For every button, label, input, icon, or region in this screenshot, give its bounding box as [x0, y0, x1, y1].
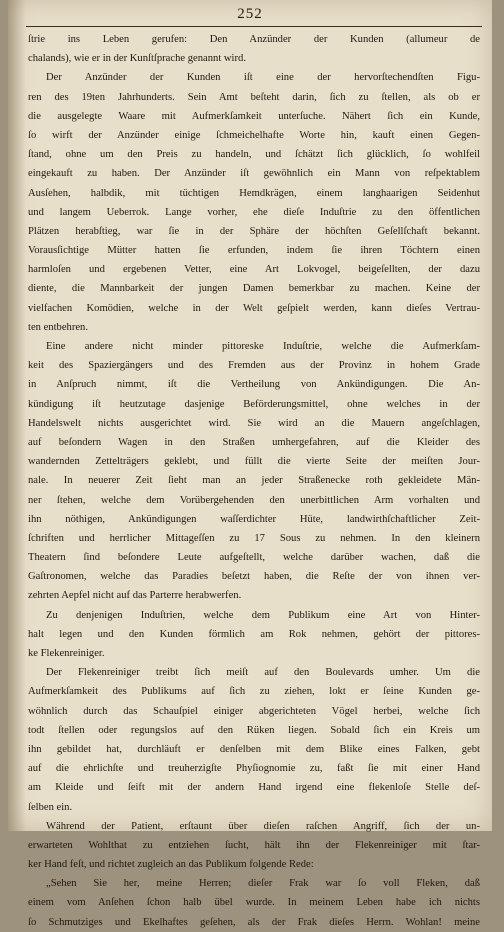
text-line: und langem Ueberrok. Lange vorher, ehe dieſe Induſtrie zu den öffentlichen: [28, 206, 480, 218]
text-line: Handelswelt nichts ausgerichtet wird. Sie wird an die Mauern angeſchlagen,: [28, 417, 480, 429]
text-line: eingekauft zu haben. Der Anzünder iſt gewöhnlich ein Mann von reſpektablem: [28, 168, 480, 180]
text-line: todt ſtellen oder regungslos auf den Rüken liegen. Sobald ſich ein Kreis um: [28, 724, 480, 736]
text-line: ihn nöthigen, Ankündigungen waſſerdichter Hüte, landwirthſchaftlicher Zeit-: [28, 513, 480, 525]
text-line: ſtand, ohne um den Preis zu handeln, und ſchätzt ſich glücklich, ſo wohlfeil: [28, 149, 480, 161]
text-line: die ausgelegte Waare mit Aufmerkſamkeit unterſuche. Nähert ſich ein Kunde,: [28, 110, 480, 122]
text-line: halt legen und den Kunden förmlich am Rok nehmen, gehört der pittores-: [28, 628, 480, 640]
text-body: [28, 30, 480, 932]
text-line: Eine andere nicht minder pittoreske Induſtrie, welche die Aufmerkſam-: [46, 341, 480, 352]
text-line: Während der Patient, erſtaunt über dieſen raſchen Angriff, ſich der un-: [46, 820, 480, 832]
text-line: keit des Spaziergängers und des Fremden aus der Provinz in hohem Grade: [28, 360, 480, 372]
page-number: 252: [237, 6, 263, 22]
text-line: chalands), wie er in der Kunſtſprache genannt wird.: [28, 53, 246, 65]
text-line: Zu denjenigen Induſtrien, welche dem Publikum eine Art von Hinter-: [46, 609, 480, 621]
text-line: wandernden Zettelträgers geklebt, und füllt die vierte Seite der meiſten Jour-: [28, 456, 480, 468]
header-rule: [26, 26, 482, 27]
text-line: Aufmerkſamkeit des Publikums auf ſich zu ziehen, lokt er ſeine Kunden ge-: [28, 686, 480, 698]
text-line: ten entbehren.: [28, 321, 89, 333]
text-line: harmloſen und ergebenen Vetter, eine Art Lokvogel, beigeſellten, der dazu: [28, 264, 480, 276]
text-line: nale. In neuerer Zeit ſieht man an jeder Straßenecke roth gekleidete Män-: [28, 475, 480, 487]
text-line: Vorausſichtige Mütter hatten ſie erfunden, indem ſie ihren Töchtern einen: [28, 245, 480, 257]
text-line: ihn gebildet hat, durchläuft er denſelben mit dem Blike eines Falken, gebt: [28, 743, 480, 755]
text-line: wöhnlich durch das Schauſpiel einiger abgerichteten Vögel herbei, welche ſich: [28, 705, 480, 717]
text-line: ſchriften und herrlicher Mittageſſen zu 17 Sous zu nehmen. In den kleinern: [28, 532, 480, 544]
text-line: ſelben ein.: [28, 801, 73, 813]
text-line: Gaſtronomen, welche das Paradies beſetzt haben, die Reſte der von ihnen ver-: [28, 571, 480, 583]
book-page: [8, 0, 492, 928]
text-line: erwarteten Wohlthat zu entziehen ſucht, hält ihn der Flekenreiniger mit ſtar-: [28, 839, 480, 851]
text-line: Plätzen herabſtieg, war ſie in der Sphäre der höchſten Geſellſchaft bekannt.: [28, 225, 480, 237]
text-line: ſo wirft der Anzünder einige ſchmeichelhafte Worte hin, kauft einen Gegen-: [28, 129, 480, 141]
text-line: ker Hand feſt, und richtet zugleich an das Publikum folgende Rede:: [28, 859, 314, 871]
text-line: einem vom Anſehen ſchon halb übel wurde. In meinem Leben habe ich nichts: [28, 897, 480, 909]
text-line: vielfachen Komödien, welche in der Welt geſpielt werden, kann dieſes Vertrau-: [28, 302, 480, 314]
text-line: am Kleide und ſeift mit der andern Hand irgend eine flekenloſe Stelle deſ-: [28, 782, 480, 794]
text-line: Der Flekenreiniger treibt ſich meiſt auf den Boulevards umher. Um die: [46, 667, 480, 679]
text-line: zehrten Aepfel nicht auf das Parterre herabwerfen.: [28, 590, 242, 602]
text-line: ner ſtehen, welche dem Vorübergehenden den unerbittlichen Arm vorhalten und: [28, 494, 480, 506]
text-line: „Sehen Sie her, meine Herren; dieſer Frak war ſo voll Fleken, daß: [46, 878, 480, 890]
text-line: diente, die Mannbarkeit der jungen Damen bemerkbar zu machen. Keine der: [28, 283, 480, 295]
text-line: Ausſehen, halbdik, mit tüchtigen Hemdkrägen, einem langhaarigen Seidenhut: [28, 187, 480, 199]
text-line: in Anſpruch nimmt, iſt die Vertheilung von Ankündigungen. Die An-: [28, 379, 480, 391]
text-line: ke Flekenreiniger.: [28, 648, 105, 659]
text-line: Theatern ſind beſondere Leute aufgeſtellt, welche darüber wachen, daß die: [28, 552, 480, 564]
spine-shadow: [8, 0, 26, 831]
text-line: auf die ehrlichſte und treuherzigſte Phyſiognomie zu, faßt ſie mit einer Hand: [28, 763, 480, 775]
text-line: ren des 19ten Jahrhunderts. Sein Amt beſteht darin, ſich zu ſtellen, als ob er: [28, 91, 480, 103]
text-line: auf beſondern Wagen in den Straßen umhergefahren, auf die Kleider des: [28, 436, 480, 448]
text-line: ſtrie ins Leben gerufen: Den Anzünder der Kunden (allumeur de: [28, 34, 480, 45]
text-line: ſo Schmutziges und Ekelhaftes geſehen, als der Frak dieſes Herrn. Wohlan! meine: [28, 916, 480, 928]
text-line: Der Anzünder der Kunden iſt eine der hervorſtechendſten Figu-: [46, 72, 480, 84]
text-line: kündigung iſt heutzutage dasjenige Beförderungsmittel, ohne welches in der: [28, 398, 480, 410]
